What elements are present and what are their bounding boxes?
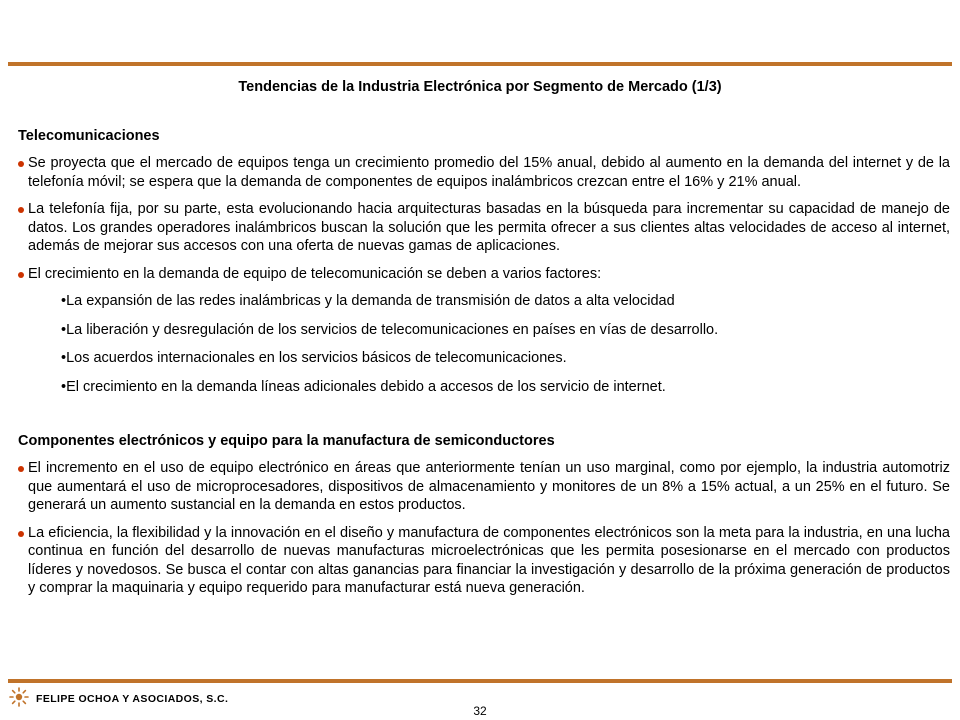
bullet-dot-icon (18, 531, 24, 537)
sub-bullet-item: •Los acuerdos internacionales en los servicios básicos de telecomunicaciones. (61, 350, 567, 366)
bullet-item (18, 200, 950, 256)
bullet-text: Se proyecta que el mercado de equipos tenga un crecimiento promedio del 15% anual, debido al aumento en la demanda del internet y de la telefonía móvil; se espera que la demanda de componentes de equipos inalámbricos crezcan entre el 16% y 21% anual. (28, 155, 950, 190)
bullet-item (18, 265, 950, 284)
bullet-text: El incremento en el uso de equipo electrónico en áreas que anteriormente tenían un uso marginal, como por ejemplo, la industria automotriz que aumentará el uso de microprocesadores, dispositivos de almacenamiento y monitores de un 8% a 15% actual, a un 25% en el futuro. Se generará un aumento sustancial en la demanda en estos productos. (28, 460, 950, 513)
top-divider (8, 62, 952, 66)
section-telecomunicaciones (18, 127, 950, 396)
section-componentes (18, 432, 950, 598)
slide-content (18, 127, 950, 607)
bullet-text: El crecimiento en la demanda de equipo de telecomunicación se deben a varios factores: (28, 265, 602, 282)
bullet-text: La telefonía fija, por su parte, esta evolucionando hacia arquitecturas basadas en la búsqueda para incrementar su capacidad de manejo de datos. Los grandes operadores inalámbricos buscan la solución que les permita ofrecer a sus clientes altas velocidades de acceso al internet, además de mejorar sus accesos con una oferta de nuevas gamas de aplicaciones. (28, 201, 950, 254)
sub-bullet-item: •La liberación y desregulación de los servicios de telecomunicaciones en países en vías de desarrollo. (61, 321, 719, 338)
page-number: 32 (473, 704, 487, 718)
bullet-text: La eficiencia, la flexibilidad y la innovación en el diseño y manufactura de componentes electrónicos son la meta para la industria, en una lucha continua en función del desarrollo de nuevas manufacturas microelectrónicas que les permita posesionarse en el mercado con productos líderes y novedosos. Se busca el contar con altas ganancias para financiar la investigación y desarrollo de la próxima generación de productos y comprar la maquinaria y equipo requerido para manufacturar está nueva generación. (28, 524, 950, 596)
bottom-divider (8, 679, 952, 683)
bullet-item (18, 524, 950, 598)
bullet-dot-icon (18, 207, 24, 213)
sub-bullet-item: •El crecimiento en la demanda líneas adicionales debido a accesos de los servicio de internet. (61, 378, 666, 395)
bullet-dot-icon (18, 272, 24, 278)
sub-bullet-item: •La expansión de las redes inalámbricas y la demanda de transmisión de datos a alta velocidad (61, 293, 675, 309)
bullet-item (18, 154, 950, 191)
section-heading: Componentes electrónicos y equipo para la manufactura de semiconductores (18, 433, 555, 449)
footer-brand: FELIPE OCHOA Y ASOCIADOS, S.C. (36, 693, 229, 705)
bullet-dot-icon (18, 466, 24, 472)
bullet-item (18, 459, 950, 515)
bullet-dot-icon (18, 161, 24, 167)
page-title: Tendencias de la Industria Electrónica por Segmento de Mercado (1/3) (238, 79, 722, 95)
section-heading: Telecomunicaciones (18, 128, 160, 144)
